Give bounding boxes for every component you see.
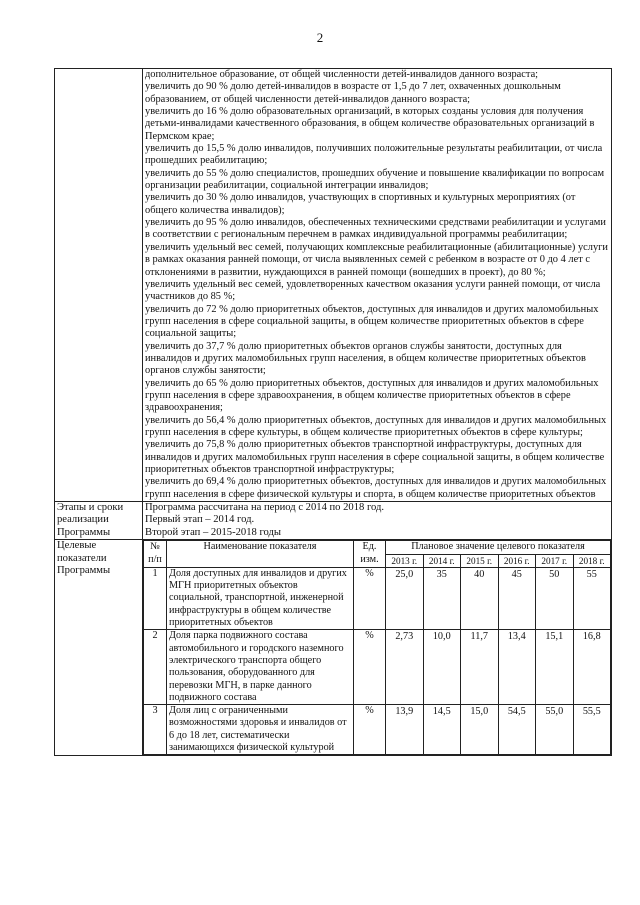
indicator-value: 15,0 (461, 705, 499, 755)
indicator-value: 13,4 (498, 630, 536, 705)
indicator-name: Доля доступных для инвалидов и других МГН приоритетных объектов социальной, транспортной, инженерной инфраструктуры в общем количестве приоритетных объектов (167, 567, 354, 629)
stage-line: Второй этап – 2015-2018 годы (145, 526, 282, 538)
indicators-header-row (144, 541, 611, 554)
goal-item: увеличить до 15,5 % долю инвалидов, получивших положительные результаты реабилитации, от числа прошедших реабилитацию; (145, 143, 603, 167)
stage-line: Программа рассчитана на период с 2014 по 2018 год. (145, 502, 385, 514)
stages-text-cell (143, 502, 612, 540)
indicator-value: 55,5 (573, 705, 611, 755)
passport-table (54, 68, 612, 756)
goal-item: увеличить до 75,8 % долю приоритетных объектов транспортной инфраструктуры, доступных для инвалидов и других маломобильных групп населения в сфере социальной защиты, в общем количестве приоритетных объектов транспортной инфраструктуры; (145, 439, 605, 475)
year-header: 2018 г. (573, 554, 611, 567)
indicators-table (143, 540, 611, 755)
goal-item: увеличить до 37,7 % долю приоритетных объектов органов службы занятости, доступных для инвалидов и других маломобильных групп населения, в общем количестве приоритетных объектов органов службы занятости; (145, 340, 586, 377)
indicator-name: Доля лиц с ограниченными возможностями здоровья и инвалидов от 6 до 18 лет, систематически занимающихся физической культурой (167, 705, 354, 755)
goal-item: увеличить до 95 % долю инвалидов, обеспеченных техническими средствами реабилитации и услугами в соответствии с региональным перечнем в рамках индивидуальной программы реабилитации; (145, 217, 606, 241)
year-header: 2013 г. (386, 554, 424, 567)
row-num: 2 (144, 630, 167, 705)
goals-row (55, 69, 612, 502)
indicator-name: Доля парка подвижного состава автомобильного и городского наземного электрического транспорта общего пользования, оборудованного для перевозки МГН, в парке данного подвижного состава (167, 630, 354, 705)
row-num: 1 (144, 567, 167, 629)
indicator-value: 45 (498, 567, 536, 629)
indicator-unit: % (354, 630, 386, 705)
year-header: 2015 г. (461, 554, 499, 567)
indicator-value: 15,1 (536, 630, 574, 705)
indicator-value: 40 (461, 567, 499, 629)
table-row (144, 630, 611, 705)
page-number: 2 (316, 30, 324, 45)
indicator-value: 50 (536, 567, 574, 629)
indicator-value: 54,5 (498, 705, 536, 755)
stage-line: Первый этап – 2014 год. (145, 514, 255, 526)
goal-item: увеличить до 65 % долю приоритетных объектов, доступных для инвалидов и других маломобильных групп населения в сфере здравоохранения, в общем количестве приоритетных объектов в сфере здравоохранения; (145, 377, 599, 414)
stages-row (55, 502, 612, 540)
goal-item: дополнительное образование, от общей численности детей-инвалидов данного возраста; (145, 69, 539, 80)
goal-item: увеличить до 90 % долю детей-инвалидов в возрасте от 1,5 до 7 лет, охваченных дошкольным образованием, от общей численности детей-инвалидов данного возраста; (145, 81, 561, 105)
goal-item: увеличить до 56,4 % долю приоритетных объектов, доступных для инвалидов и других маломобильных групп населения в сфере культуры, в общем количестве приоритетных объектов в сфере культуры; (145, 414, 607, 438)
goal-item: увеличить до 55 % долю специалистов, прошедших обучение и повышение квалификации по вопросам организации реабилитации, социальной интеграции инвалидов; (145, 167, 605, 192)
indicator-value: 25,0 (386, 567, 424, 629)
name-header: Наименование показателя (167, 541, 354, 568)
goals-text-cell (143, 69, 612, 502)
indicator-value: 55,0 (536, 705, 574, 755)
year-header: 2017 г. (536, 554, 574, 567)
indicator-value: 10,0 (423, 630, 461, 705)
goal-item: увеличить до 69,4 % долю приоритетных объектов, доступных для инвалидов и других маломобильных групп населения в сфере физической культуры и спорта, в общем количестве приоритетных объектов (145, 476, 607, 500)
goal-item: увеличить до 16 % долю образовательных организаций, в которых созданы условия для получения детьми-инвалидами качественного образования, в общем количестве образовательных организаций в Пермском крае; (145, 106, 595, 142)
row-num: 3 (144, 705, 167, 755)
goal-item: увеличить удельный вес семей, получающих комплексные реабилитационные (абилитационные) услуги в рамках оказания ранней помощи, от числа выявленных семей с ребенком в возрасте от 0 до 4 лет с отклонениями в развитии, нуждающихся в ранней помощи (вошедших в проект), до 80 %; (145, 241, 608, 278)
indicator-value: 55 (573, 567, 611, 629)
table-row (144, 705, 611, 755)
targets-label: Целевые показатели Программы (55, 540, 143, 756)
goal-item: увеличить удельный вес семей, удовлетворенных качеством оказания услуги ранней помощи, от числа участников до 85 %; (145, 278, 601, 303)
stages-label: Этапы и сроки реализации Программы (55, 502, 143, 540)
indicator-value: 35 (423, 567, 461, 629)
year-header: 2014 г. (423, 554, 461, 567)
unit-header: Ед. изм. (354, 541, 386, 568)
indicator-value: 2,73 (386, 630, 424, 705)
goal-item: увеличить до 72 % долю приоритетных объектов, доступных для инвалидов и других маломобильных групп населения в сфере социальной защиты, в общем количестве приоритетных объектов в сфере социальной защиты; (145, 303, 599, 340)
indicator-unit: % (354, 567, 386, 629)
indicator-value: 14,5 (423, 705, 461, 755)
num-header: № п/п (144, 541, 167, 568)
indicator-value: 13,9 (386, 705, 424, 755)
indicator-unit: % (354, 705, 386, 755)
indicator-value: 11,7 (461, 630, 499, 705)
table-row (144, 567, 611, 629)
targets-row (55, 540, 612, 756)
plan-header: Плановое значение целевого показателя (386, 541, 611, 554)
targets-cell (143, 540, 612, 756)
goal-item: увеличить до 30 % долю инвалидов, участвующих в спортивных и культурных мероприятиях (от общего количества инвалидов); (145, 192, 576, 216)
indicator-value: 16,8 (573, 630, 611, 705)
goals-label-cell (55, 69, 143, 502)
year-header: 2016 г. (498, 554, 536, 567)
